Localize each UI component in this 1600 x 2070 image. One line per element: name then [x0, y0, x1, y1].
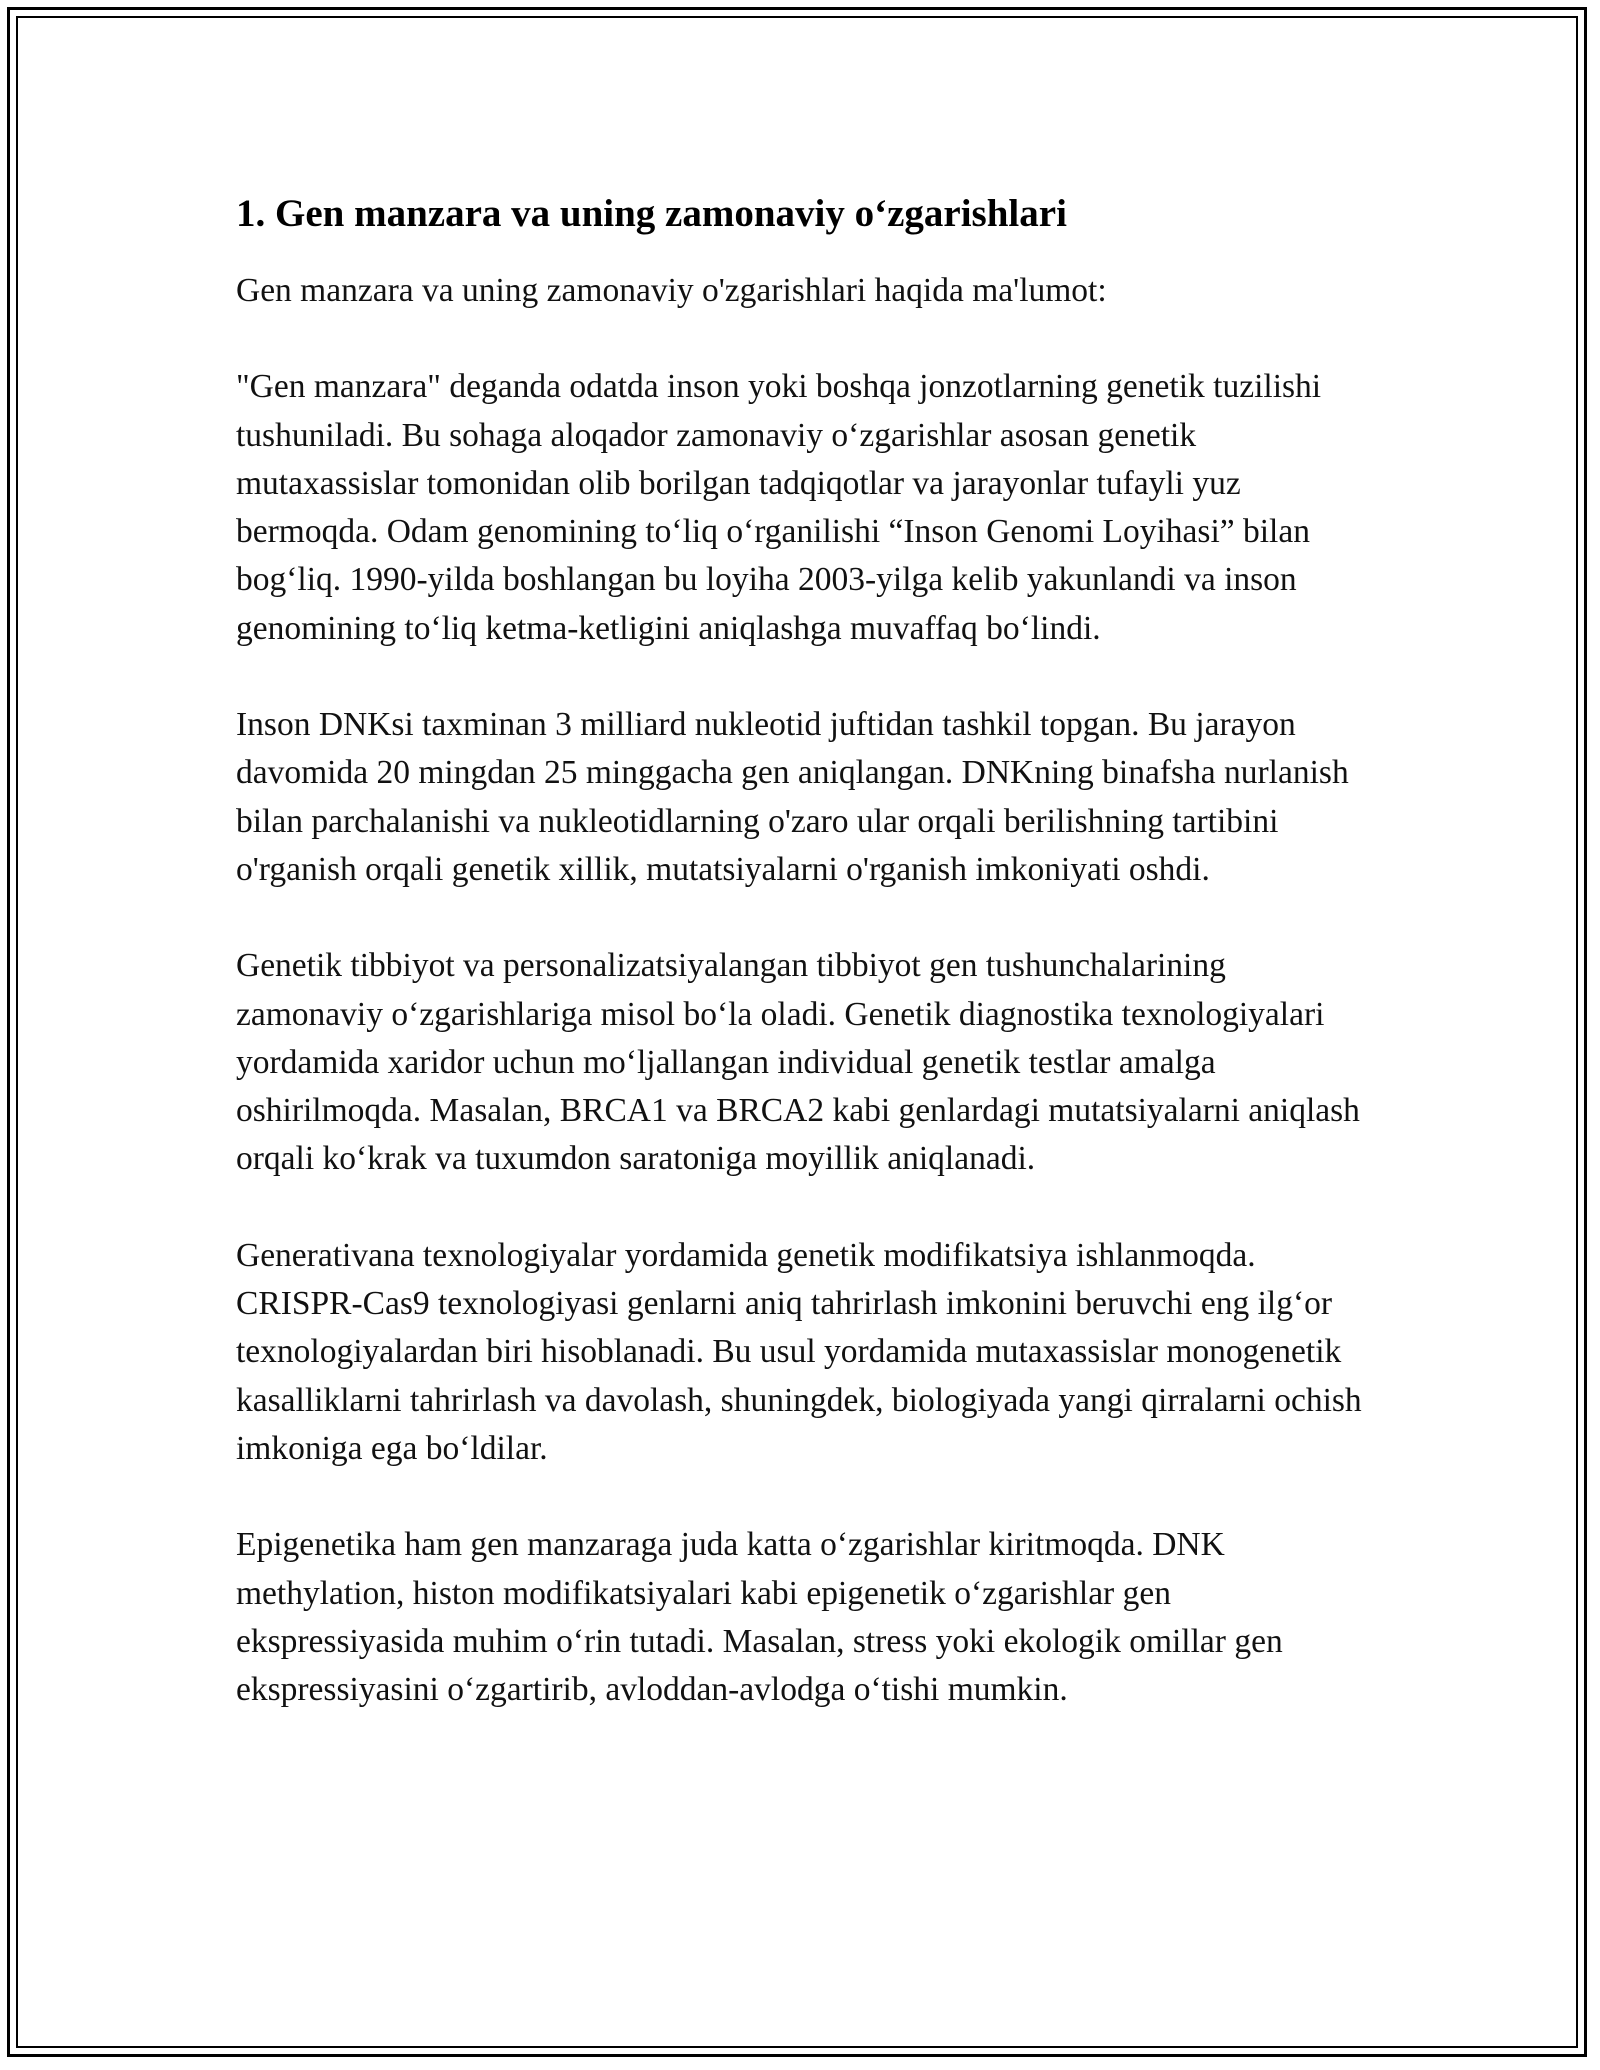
document-body	[236, 188, 1366, 1762]
section-heading: 1. Gen manzara va uning zamonaviy o‘zgarishlari	[236, 192, 1067, 235]
paragraph-epigenetics: Epigenetika ham gen manzaraga juda katta o‘zgarishlar kiritmoqda. DNK methylation, histon modifikatsiyalari kabi epigenetik o‘zgarishlar gen ekspressiyasida muhim o‘rin tutadi. Masalan, stress yoki ekologik omillar gen ekspressiyasini o‘zgartirib, avloddan-avlodga o‘tishi mumkin.	[236, 1526, 1283, 1709]
paragraph-genetic-medicine: Genetik tibbiyot va personalizatsiyalangan tibbiyot gen tushunchalarining zamonaviy o‘zgarishlariga misol bo‘la oladi. Genetik diagnostika texnologiyalari yordamida xaridor uchun mo‘ljallangan individual genetik testlar amalga oshirilmoqda. Masalan, BRCA1 va BRCA2 kabi genlardagi mutatsiyalarni aniqlash orqali ko‘krak va tuxumdon saratoniga moyillik aniqlanadi.	[236, 947, 1360, 1178]
intro-paragraph: Gen manzara va uning zamonaviy o'zgarishlari haqida ma'lumot:	[236, 272, 1107, 309]
paragraph-crispr: Generativana texnologiyalar yordamida genetik modifikatsiya ishlanmoqda. CRISPR-Cas9 texnologiyasi genlarni aniq tahrirlash imkonini beruvchi eng ilg‘or texnologiyalardan biri hisoblanadi. Bu usul yordamida mutaxassislar monogenetik kasalliklarni tahrirlash va davolash, shuningdek, biologiyada yangi qirralarni ochish imkoniga ega bo‘ldilar.	[236, 1236, 1362, 1467]
paragraph-human-dna: Inson DNKsi taxminan 3 milliard nukleotid juftidan tashkil topgan. Bu jarayon davomida 20 mingdan 25 minggacha gen aniqlangan. DNKning binafsha nurlanish bilan parchalanishi va nukleotidlarning o'zaro ular orqali berilishning tartibini o'rganish orqali genetik xillik, mutatsiyalarni o'rganish imkoniyati oshdi.	[236, 706, 1349, 888]
paragraph-gene-landscape: "Gen manzara" deganda odatda inson yoki boshqa jonzotlarning genetik tuzilishi tushuniladi. Bu sohaga aloqador zamonaviy o‘zgarishlar asosan genetik mutaxassislar tomonidan olib borilgan tadqiqotlar va jarayonlar tufayli yuz bermoqda. Odam genomining to‘liq o‘rganilishi “Inson Genomi Loyihasi” bilan bog‘liq. 1990-yilda boshlangan bu loyiha 2003-yilga kelib yakunlandi va inson genomining to‘liq ketma-ketligini aniqlashga muvaffaq bo‘lindi.	[236, 368, 1322, 647]
